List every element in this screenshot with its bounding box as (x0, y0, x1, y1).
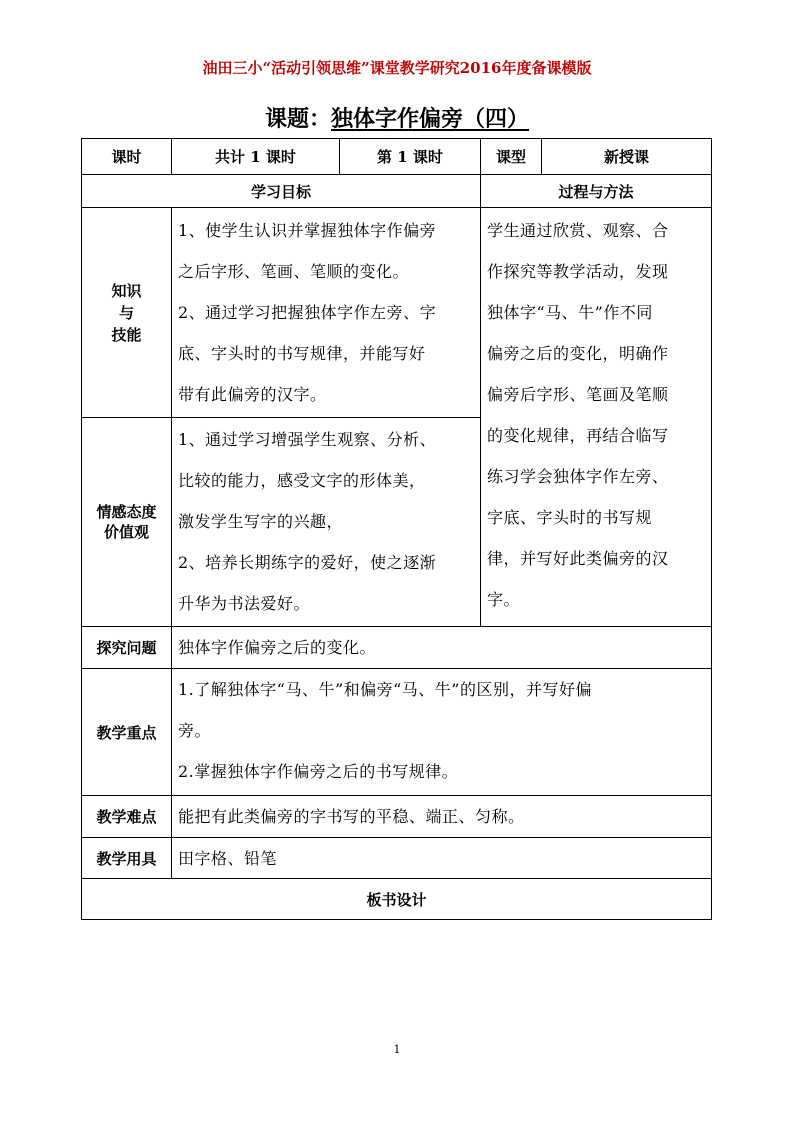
text-line: 1.了解独体字“马、牛”和偏旁“马、牛”的区别，并写好偏 (178, 680, 592, 699)
text-line: 激发学生写字的兴趣， (178, 512, 344, 531)
text-line: 1、使学生认识并掌握独体字作偏旁 (178, 221, 437, 240)
table-border-bottom (81, 919, 712, 920)
page-number: 1 (393, 1043, 401, 1056)
table-border-right (711, 138, 712, 920)
title-subject: 独体字作偏旁（四） (331, 106, 530, 132)
text-line: 2、培养长期练字的爱好，使之逐渐 (178, 553, 437, 572)
text-line: 作探究等教学活动，发现 (487, 262, 669, 281)
process-methods-header: 过程与方法 (558, 182, 634, 201)
total-hours: 共计 1 课时 (215, 148, 296, 166)
inquiry-label: 探究问题 (96, 639, 157, 657)
text-line: 旁。 (178, 721, 212, 740)
document-header: 油田三小“活动引领思维”课堂教学研究2016年度备课模版 (202, 59, 592, 77)
text-line: 律，并写好此类偏旁的汉 (487, 549, 669, 568)
key-points-content (178, 669, 708, 792)
tools-label: 教学用具 (96, 849, 157, 868)
process-methods-content (487, 210, 709, 620)
knowledge-skills-content (178, 210, 478, 415)
label-line: 与 (118, 303, 134, 322)
emotion-values-label (82, 418, 171, 626)
tools-text: 田字格、铅笔 (178, 849, 278, 868)
text-line: 练习学会独体字作左旁、 (487, 467, 669, 486)
emotion-values-content (178, 419, 478, 624)
text-line: 字底、字头时的书写规 (487, 508, 653, 527)
current-hour: 第 1 课时 (377, 148, 443, 166)
label-line: 价值观 (103, 523, 149, 541)
text-line: 2.掌握独体字作偏旁之后的书写规律。 (178, 762, 459, 781)
key-points-label: 教学重点 (96, 723, 157, 742)
label-line: 情感态度 (96, 503, 157, 521)
difficulty-label: 教学难点 (96, 808, 157, 826)
text-line: 偏旁后字形、笔画及笔顺 (487, 385, 669, 404)
table-rule (171, 207, 172, 879)
text-line: 底、字头时的书写规律，并能写好 (178, 344, 426, 363)
knowledge-skills-label (82, 208, 171, 417)
text-line: 偏旁之后的变化，明确作 (487, 344, 669, 363)
learning-goals-header: 学习目标 (250, 182, 311, 201)
label-line: 技能 (111, 325, 142, 344)
title-prefix: 课题： (264, 106, 331, 132)
label-line: 知识 (111, 281, 142, 300)
text-line: 之后字形、笔画、笔顺的变化。 (178, 262, 410, 281)
text-line: 比较的能力，感受文字的形体美， (178, 471, 426, 490)
board-design-label: 板书设计 (366, 890, 427, 909)
text-line: 独体字“马、牛”作不同 (487, 303, 653, 322)
text-line: 1、通过学习增强学生观察、分析、 (178, 430, 437, 449)
lesson-title (0, 102, 794, 133)
text-line: 学生通过欣赏、观察、合 (487, 221, 669, 240)
class-hours-label: 课时 (111, 148, 142, 166)
table-rule (81, 207, 712, 208)
text-line: 带有此偏旁的汉字。 (178, 385, 327, 404)
text-line: 升华为书法爱好。 (178, 594, 311, 613)
text-line: 的变化规律，再结合临写 (487, 426, 669, 445)
inquiry-text: 独体字作偏旁之后的变化。 (178, 638, 377, 657)
text-line: 2、通过学习把握独体字作左旁、字 (178, 303, 437, 322)
difficulty-text: 能把有此类偏旁的字书写的平稳、端正、匀称。 (178, 807, 525, 826)
text-line: 字。 (487, 590, 521, 609)
lesson-type-value: 新授课 (603, 148, 649, 166)
lesson-type-label: 课型 (495, 148, 526, 166)
table-rule (480, 138, 481, 627)
